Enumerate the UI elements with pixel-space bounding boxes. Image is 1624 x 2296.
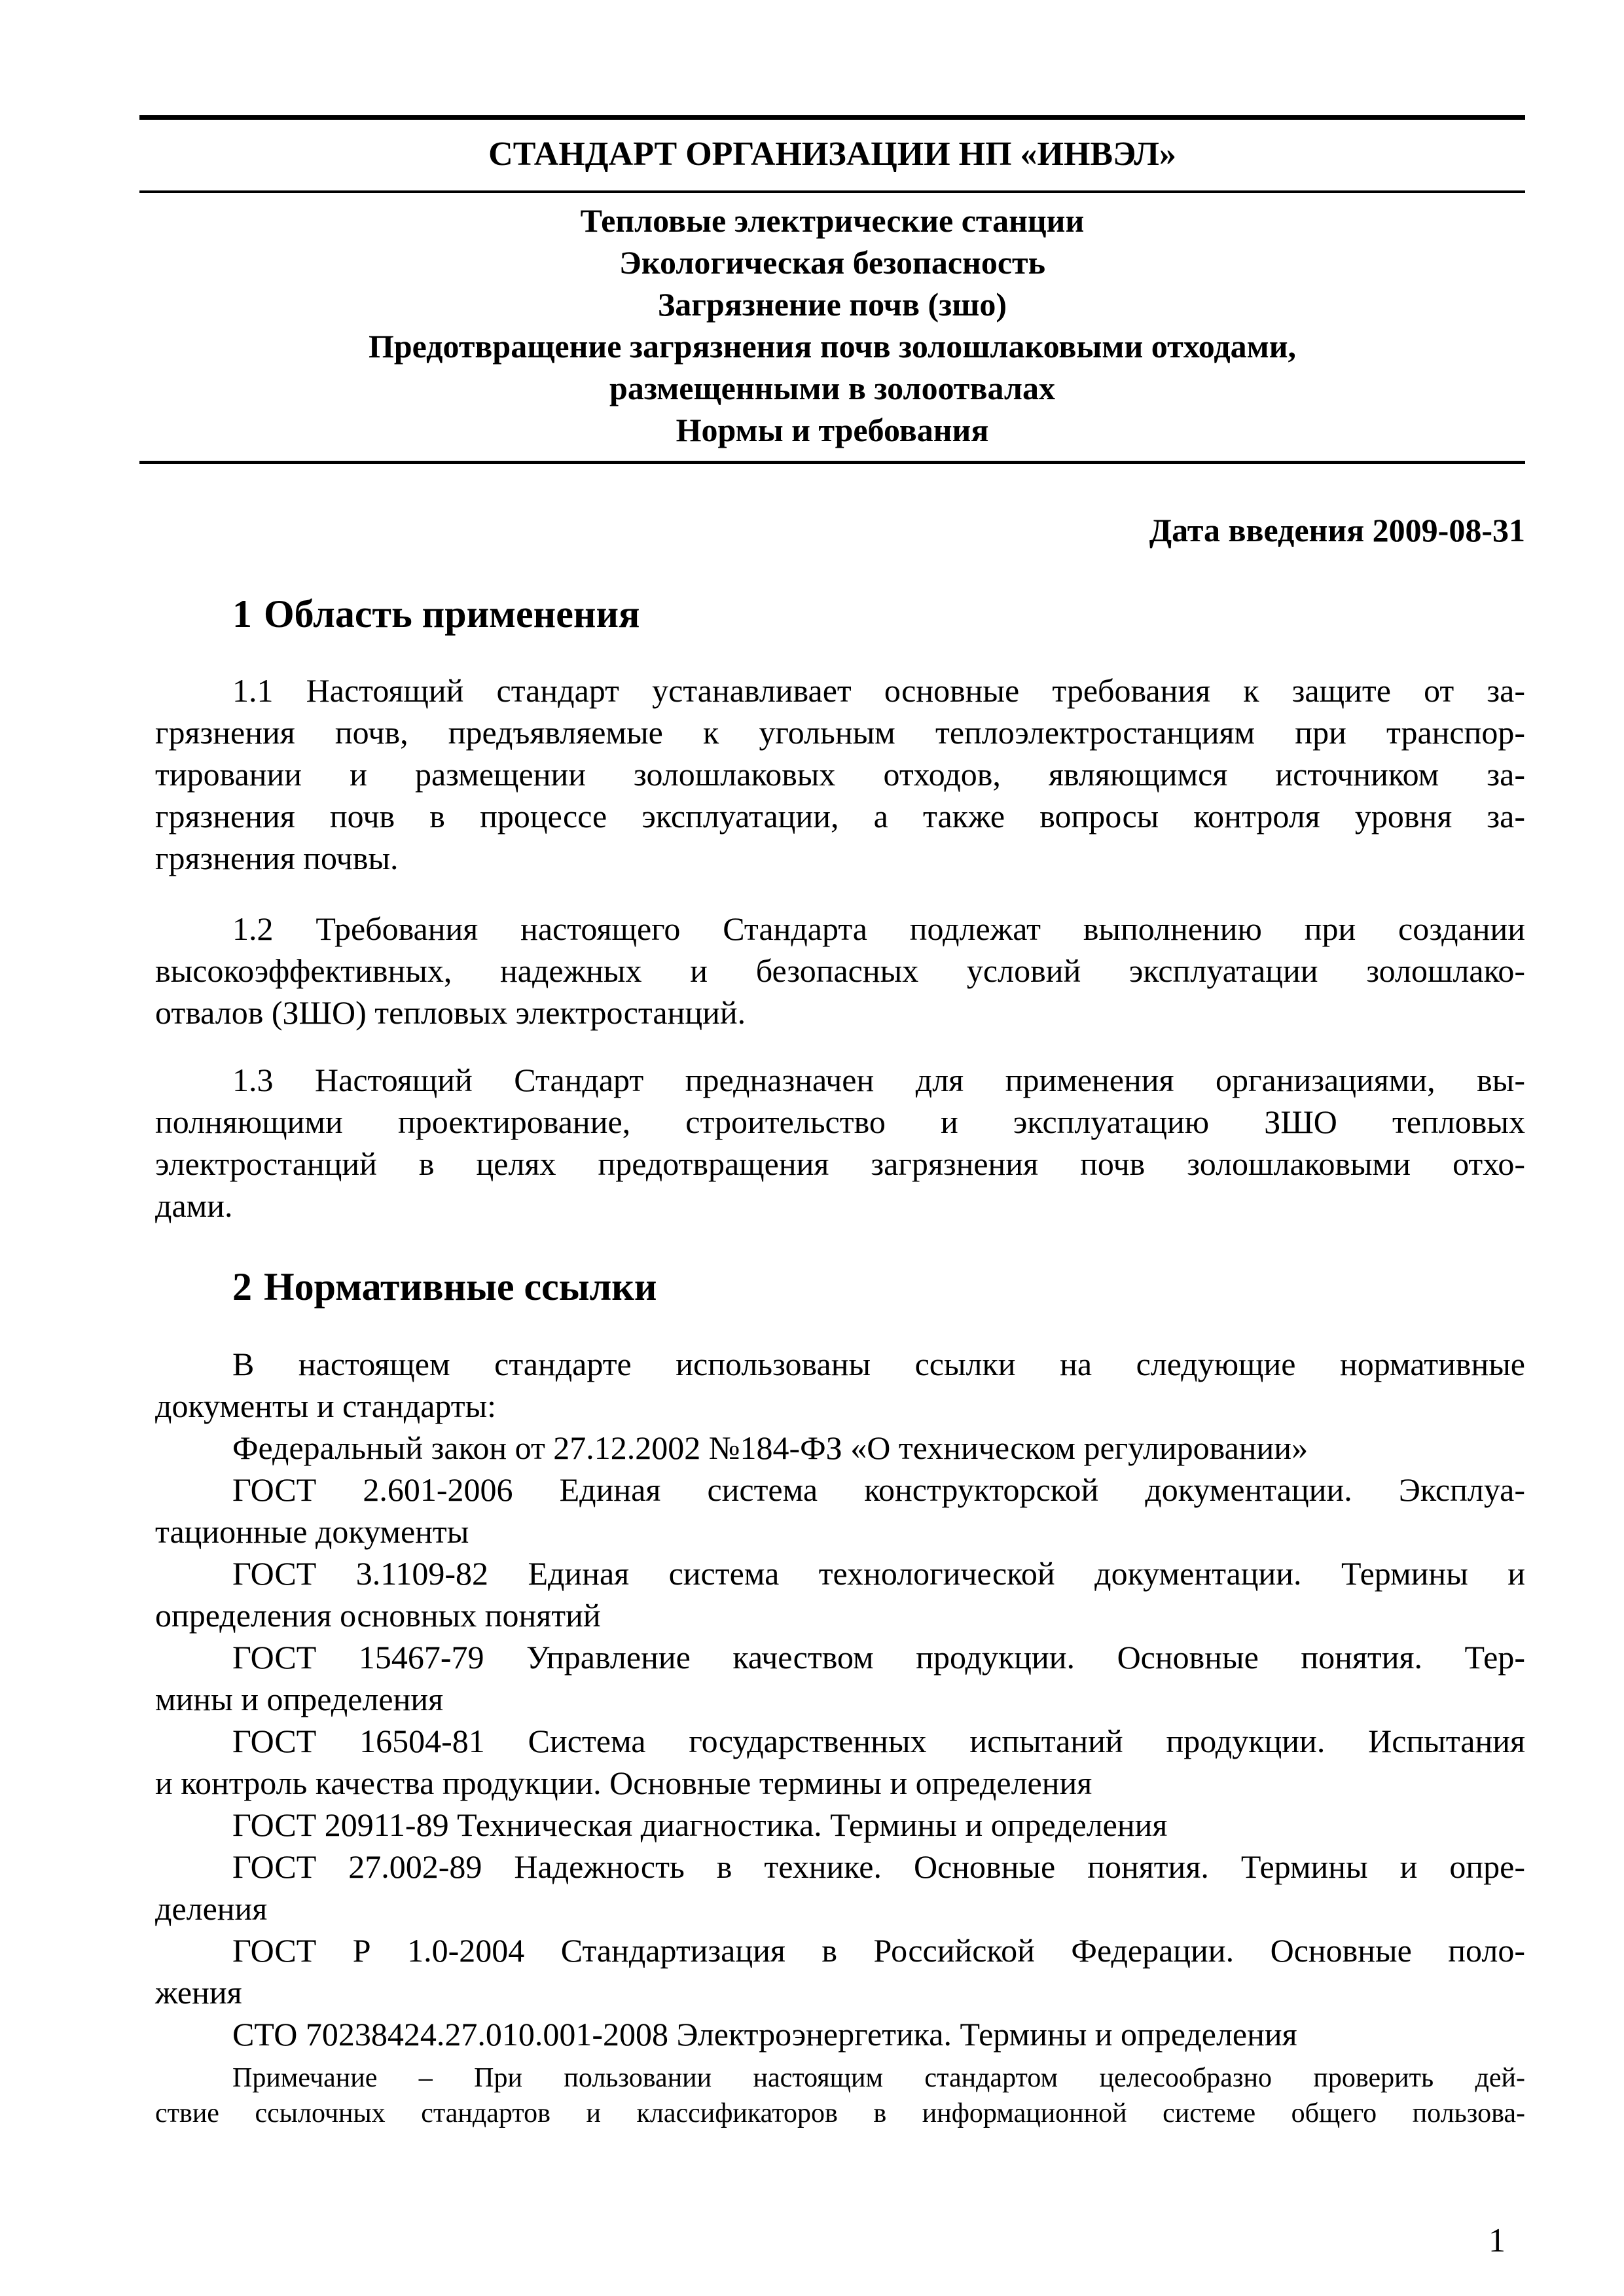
- reference-line: жения: [155, 1974, 242, 2011]
- note-line: Примечание – При пользовании настоящим стандартом целесообразно проверить дей-: [232, 2063, 1525, 2093]
- section-number: 1: [232, 592, 252, 636]
- text-line: грязнения почвы.: [155, 840, 399, 876]
- standard-titles: [139, 200, 1525, 451]
- page-number: 1: [1489, 2222, 1506, 2259]
- paragraph-1-3: [155, 1059, 1525, 1227]
- note-paragraph: [155, 2060, 1525, 2131]
- reference-line: ГОСТ 3.1109-82 Единая система технологической документации. Термины и: [232, 1555, 1525, 1592]
- reference-line: определения основных понятий: [155, 1597, 601, 1634]
- title-line: Загрязнение почв (зшо): [657, 286, 1007, 323]
- section-number: 2: [232, 1265, 252, 1308]
- text-line: 1.2 Требования настоящего Стандарта подлежат выполнению при создании: [232, 910, 1525, 947]
- title-line: Предотвращение загрязнения почв золошлаковыми отходами,: [368, 328, 1297, 365]
- header-middle-rule: [139, 190, 1525, 193]
- reference-line: ГОСТ 15467-79 Управление качеством продукции. Основные понятия. Тер-: [232, 1639, 1525, 1676]
- reference-line: ГОСТ 2.601-2006 Единая система конструкторской документации. Эксплуа-: [232, 1471, 1525, 1508]
- text-line: электростанций в целях предотвращения загрязнения почв золошлаковыми отхо-: [155, 1145, 1525, 1182]
- reference-line: ГОСТ Р 1.0-2004 Стандартизация в Российской Федерации. Основные поло-: [232, 1932, 1525, 1969]
- title-line: Нормы и требования: [676, 412, 989, 448]
- text-line: 1.3 Настоящий Стандарт предназначен для применения организациями, вы-: [232, 1062, 1525, 1098]
- reference-line: тационные документы: [155, 1513, 469, 1550]
- reference-line: ГОСТ 16504-81 Система государственных испытаний продукции. Испытания: [232, 1723, 1525, 1759]
- text-line: высокоэффективных, надежных и безопасных условий эксплуатации золошлако-: [155, 952, 1525, 989]
- normative-references: [155, 1343, 1525, 2055]
- header-bottom-rule: [139, 461, 1525, 464]
- section-1-heading: [232, 588, 640, 640]
- text-line: 1.1 Настоящий стандарт устанавливает основные требования к защите от за-: [232, 672, 1525, 709]
- introduction-date: Дата введения 2009-08-31: [1149, 512, 1525, 548]
- title-line: Тепловые электрические станции: [580, 202, 1085, 239]
- reference-line: Федеральный закон от 27.12.2002 №184-ФЗ «О техническом регулировании»: [232, 1429, 1308, 1466]
- text-line: тировании и размещении золошлаковых отходов, являющимся источником за-: [155, 756, 1525, 793]
- title-line: размещенными в золоотвалах: [609, 370, 1055, 406]
- paragraph-1-2: [155, 908, 1525, 1033]
- text-line: полняющими проектирование, строительство и эксплуатацию ЗШО тепловых: [155, 1103, 1525, 1140]
- text-line: документы и стандарты:: [155, 1388, 497, 1424]
- reference-line: мины и определения: [155, 1681, 444, 1717]
- text-line: дами.: [155, 1187, 233, 1224]
- reference-line: и контроль качества продукции. Основные термины и определения: [155, 1765, 1092, 1801]
- text-line: грязнения почв, предъявляемые к угольным теплоэлектростанциям при транспор-: [155, 714, 1525, 751]
- section-title: Область применения: [264, 592, 640, 636]
- reference-line: ГОСТ 27.002-89 Надежность в технике. Основные понятия. Термины и опре-: [232, 1848, 1525, 1885]
- section-title: Нормативные ссылки: [264, 1265, 657, 1308]
- reference-line: ГОСТ 20911-89 Техническая диагностика. Термины и определения: [232, 1806, 1168, 1843]
- text-line: отвалов (ЗШО) тепловых электростанций.: [155, 994, 746, 1031]
- text-line: В настоящем стандарте использованы ссылки на следующие нормативные: [232, 1346, 1525, 1382]
- reference-line: СТО 70238424.27.010.001-2008 Электроэнергетика. Термины и определения: [232, 2016, 1297, 2053]
- organization-title: СТАНДАРТ ОРГАНИЗАЦИИ НП «ИНВЭЛ»: [488, 135, 1176, 173]
- section-2-heading: [232, 1261, 657, 1313]
- paragraph-1-1: [155, 670, 1525, 879]
- note-line: ствие ссылочных стандартов и классификаторов в информационной системе общего пользова-: [155, 2098, 1525, 2128]
- reference-line: деления: [155, 1890, 268, 1927]
- text-line: грязнения почв в процессе эксплуатации, а также вопросы контроля уровня за-: [155, 798, 1525, 834]
- title-line: Экологическая безопасность: [619, 244, 1046, 281]
- header-top-rule: [139, 115, 1525, 120]
